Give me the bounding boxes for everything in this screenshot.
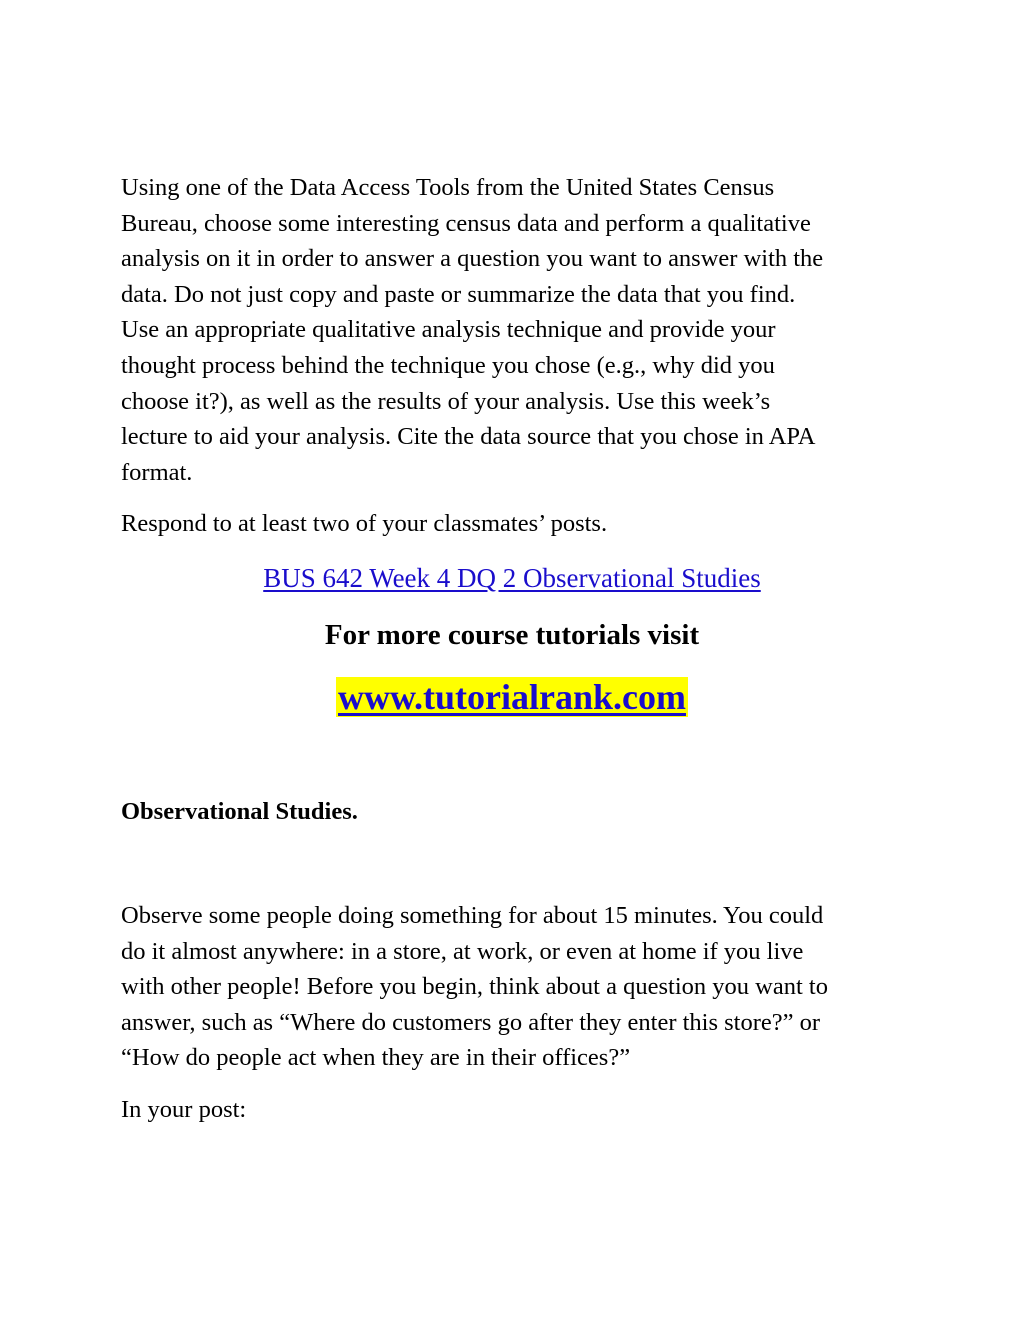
respond-instruction (121, 506, 911, 542)
text-line: “How do people act when they are in their offices?” (121, 1044, 631, 1072)
observation-task-paragraph (121, 898, 911, 1076)
website-link[interactable]: www.tutorialrank.com (338, 677, 686, 717)
text-line: analysis on it in order to answer a question you want to answer with the (121, 245, 824, 273)
site-link-row (0, 674, 1024, 720)
text-line: with other people! Before you begin, think about a question you want to (121, 973, 828, 1001)
text-line: do it almost anywhere: in a store, at work, or even at home if you live (121, 937, 804, 965)
text-line: In your post: (121, 1096, 247, 1123)
text-line: Using one of the Data Access Tools from the United States Census (121, 174, 775, 201)
visit-prompt: For more course tutorials visit (324, 619, 700, 651)
in-your-post-label (121, 1092, 911, 1128)
text-line: answer, such as “Where do customers go after they enter this store?” or (121, 1008, 821, 1036)
text-line: Use an appropriate qualitative analysis technique and provide your (121, 316, 776, 344)
section-heading: Observational Studies. (121, 798, 358, 825)
text-line: lecture to aid your analysis. Cite the data source that you chose in APA (121, 423, 816, 451)
text-line: Respond to at least two of your classmates’ posts. (121, 510, 608, 537)
course-link-row (0, 561, 1024, 595)
assignment-instructions-paragraph (121, 170, 911, 490)
text-line: thought process behind the technique you chose (e.g., why did you (121, 351, 775, 379)
text-line: data. Do not just copy and paste or summarize the data that you find. (121, 280, 796, 308)
text-line: Bureau, choose some interesting census data and perform a qualitative (121, 209, 811, 237)
text-line: choose it?), as well as the results of your analysis. Use this week’s (121, 387, 771, 415)
text-line: format. (121, 458, 193, 486)
course-title-link[interactable]: BUS 642 Week 4 DQ 2 Observational Studies (263, 563, 761, 593)
text-line: Observe some people doing something for about 15 minutes. You could (121, 902, 824, 929)
